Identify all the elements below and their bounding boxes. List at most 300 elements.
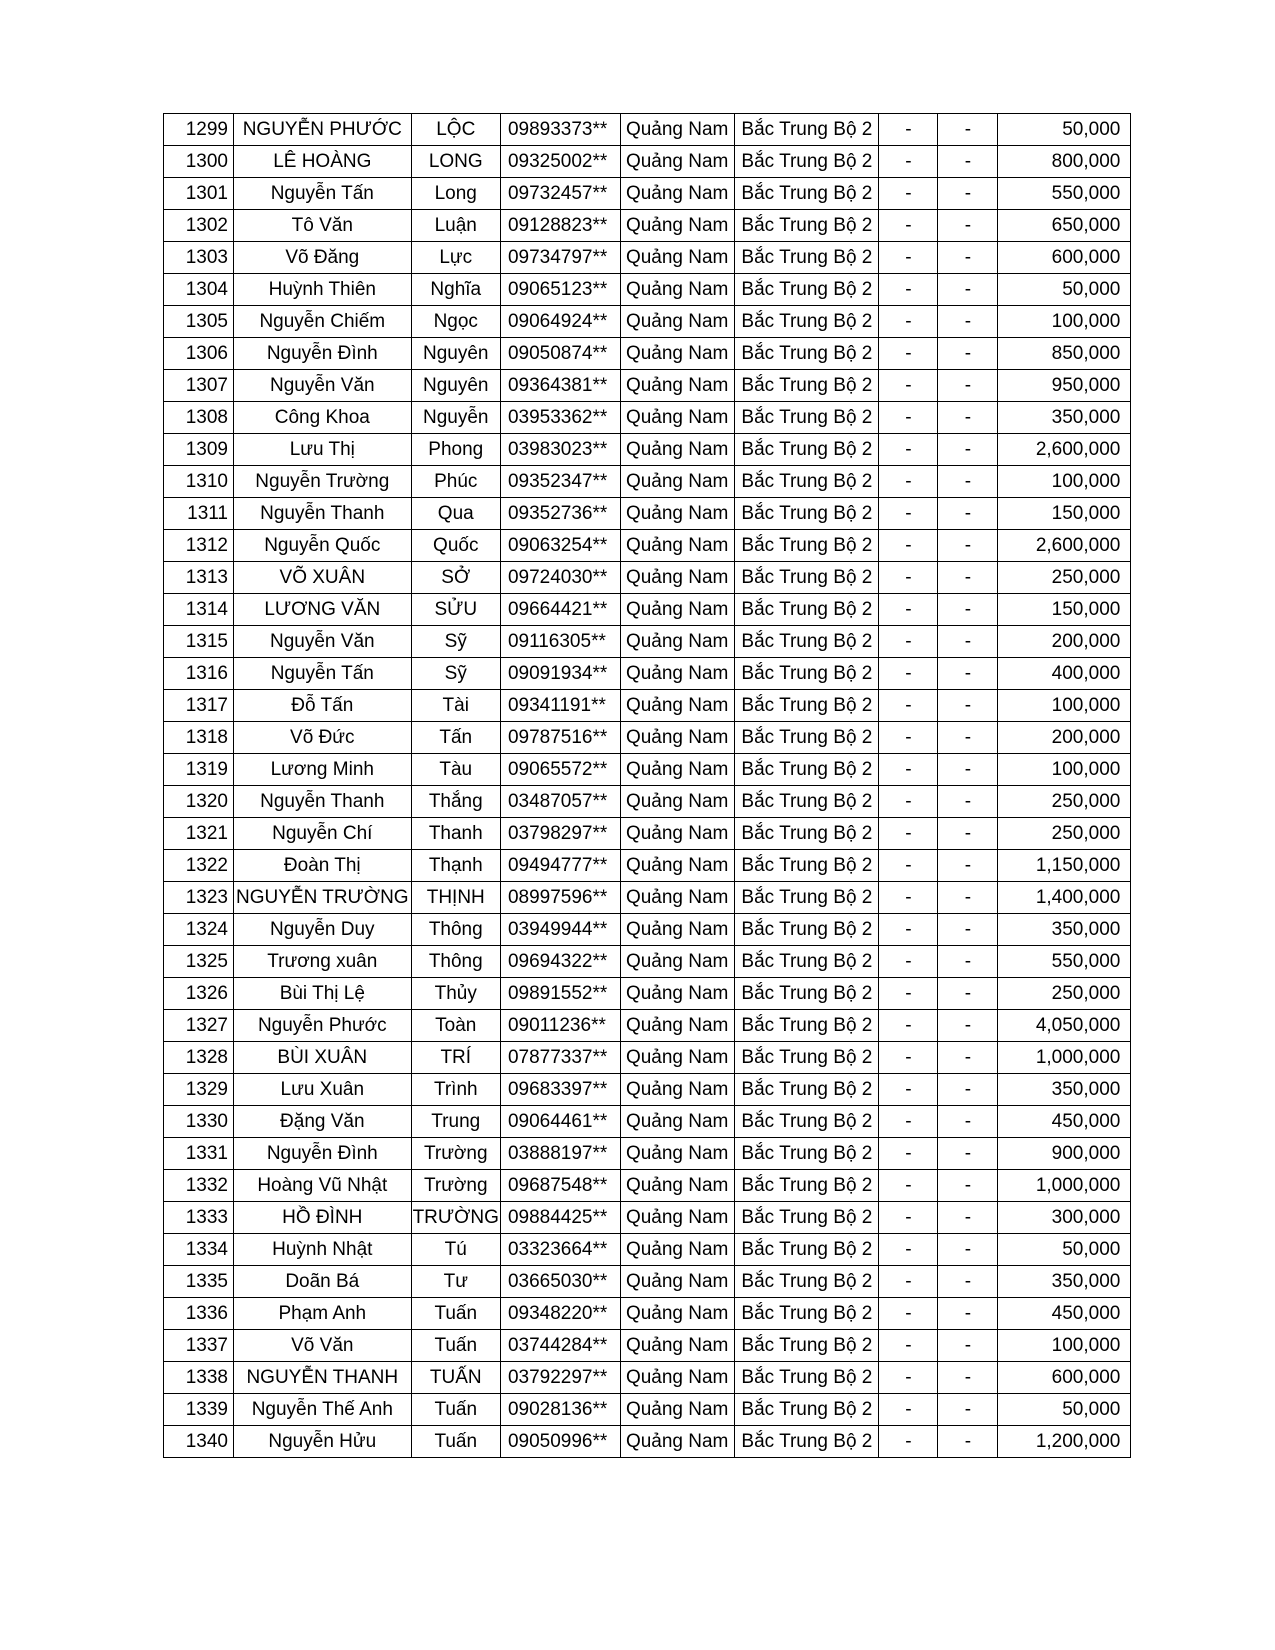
empty-cell-1: -: [879, 562, 938, 594]
empty-cell-1: -: [879, 1010, 938, 1042]
amount-cell: 100,000: [998, 1330, 1131, 1362]
table-row: [164, 1074, 1131, 1106]
given-name-cell: Trình: [411, 1074, 500, 1106]
row-number-cell: 1336: [164, 1298, 234, 1330]
given-name-cell: Thạnh: [411, 850, 500, 882]
empty-cell-2: -: [938, 370, 998, 402]
row-number-cell: 1340: [164, 1426, 234, 1458]
row-number-cell: 1324: [164, 914, 234, 946]
empty-cell-2: -: [938, 1010, 998, 1042]
row-number-cell: 1304: [164, 274, 234, 306]
row-number-cell: 1316: [164, 658, 234, 690]
region-cell: Bắc Trung Bộ 2: [735, 626, 879, 658]
family-name-cell: Nguyễn Trường: [234, 466, 412, 498]
given-name-cell: Luận: [411, 210, 500, 242]
empty-cell-1: -: [879, 498, 938, 530]
empty-cell-1: -: [879, 274, 938, 306]
empty-cell-1: -: [879, 1170, 938, 1202]
donation-table: [163, 113, 1131, 1458]
family-name-cell: Nguyễn Đình: [234, 338, 412, 370]
region-cell: Bắc Trung Bộ 2: [735, 1074, 879, 1106]
amount-cell: 850,000: [998, 338, 1131, 370]
amount-cell: 1,200,000: [998, 1426, 1131, 1458]
table-row: [164, 370, 1131, 402]
family-name-cell: Nguyễn Duy: [234, 914, 412, 946]
amount-cell: 2,600,000: [998, 530, 1131, 562]
phone-cell: 09116305**: [500, 626, 620, 658]
empty-cell-2: -: [938, 1202, 998, 1234]
family-name-cell: Lưu Xuân: [234, 1074, 412, 1106]
family-name-cell: Nguyễn Quốc: [234, 530, 412, 562]
given-name-cell: LỘC: [411, 114, 500, 146]
empty-cell-1: -: [879, 1426, 938, 1458]
empty-cell-2: -: [938, 722, 998, 754]
given-name-cell: LONG: [411, 146, 500, 178]
row-number-cell: 1307: [164, 370, 234, 402]
province-cell: Quảng Nam: [620, 1394, 734, 1426]
table-row: [164, 402, 1131, 434]
phone-cell: 09011236**: [500, 1010, 620, 1042]
phone-cell: 09028136**: [500, 1394, 620, 1426]
region-cell: Bắc Trung Bộ 2: [735, 882, 879, 914]
amount-cell: 1,150,000: [998, 850, 1131, 882]
region-cell: Bắc Trung Bộ 2: [735, 210, 879, 242]
region-cell: Bắc Trung Bộ 2: [735, 1234, 879, 1266]
row-number-cell: 1314: [164, 594, 234, 626]
region-cell: Bắc Trung Bộ 2: [735, 1362, 879, 1394]
family-name-cell: Lưu Thị: [234, 434, 412, 466]
province-cell: Quảng Nam: [620, 1202, 734, 1234]
empty-cell-1: -: [879, 370, 938, 402]
given-name-cell: Quốc: [411, 530, 500, 562]
empty-cell-1: -: [879, 1138, 938, 1170]
province-cell: Quảng Nam: [620, 1042, 734, 1074]
given-name-cell: Sỹ: [411, 626, 500, 658]
row-number-cell: 1317: [164, 690, 234, 722]
empty-cell-1: -: [879, 946, 938, 978]
empty-cell-2: -: [938, 786, 998, 818]
empty-cell-1: -: [879, 242, 938, 274]
family-name-cell: NGUYỄN THANH: [234, 1362, 412, 1394]
province-cell: Quảng Nam: [620, 978, 734, 1010]
row-number-cell: 1339: [164, 1394, 234, 1426]
table-row: [164, 658, 1131, 690]
table-row: [164, 1202, 1131, 1234]
amount-cell: 50,000: [998, 274, 1131, 306]
table-row: [164, 946, 1131, 978]
table-row: [164, 1010, 1131, 1042]
phone-cell: 09694322**: [500, 946, 620, 978]
amount-cell: 800,000: [998, 146, 1131, 178]
amount-cell: 200,000: [998, 626, 1131, 658]
family-name-cell: Võ Văn: [234, 1330, 412, 1362]
province-cell: Quảng Nam: [620, 242, 734, 274]
table-row: [164, 274, 1131, 306]
region-cell: Bắc Trung Bộ 2: [735, 1042, 879, 1074]
amount-cell: 1,000,000: [998, 1042, 1131, 1074]
phone-cell: 09732457**: [500, 178, 620, 210]
row-number-cell: 1327: [164, 1010, 234, 1042]
row-number-cell: 1322: [164, 850, 234, 882]
empty-cell-2: -: [938, 1042, 998, 1074]
family-name-cell: Phạm Anh: [234, 1298, 412, 1330]
given-name-cell: Lực: [411, 242, 500, 274]
amount-cell: 150,000: [998, 498, 1131, 530]
given-name-cell: TRÍ: [411, 1042, 500, 1074]
empty-cell-1: -: [879, 1394, 938, 1426]
family-name-cell: NGUYỄN PHƯỚC: [234, 114, 412, 146]
province-cell: Quảng Nam: [620, 754, 734, 786]
row-number-cell: 1337: [164, 1330, 234, 1362]
table-row: [164, 1298, 1131, 1330]
given-name-cell: Tuấn: [411, 1394, 500, 1426]
family-name-cell: Nguyễn Chiếm: [234, 306, 412, 338]
region-cell: Bắc Trung Bộ 2: [735, 562, 879, 594]
empty-cell-2: -: [938, 338, 998, 370]
table-row: [164, 882, 1131, 914]
row-number-cell: 1326: [164, 978, 234, 1010]
region-cell: Bắc Trung Bộ 2: [735, 1106, 879, 1138]
amount-cell: 50,000: [998, 1234, 1131, 1266]
family-name-cell: Đoàn Thị: [234, 850, 412, 882]
family-name-cell: Nguyễn Thế Anh: [234, 1394, 412, 1426]
empty-cell-1: -: [879, 1330, 938, 1362]
row-number-cell: 1323: [164, 882, 234, 914]
amount-cell: 4,050,000: [998, 1010, 1131, 1042]
given-name-cell: Trường: [411, 1138, 500, 1170]
region-cell: Bắc Trung Bộ 2: [735, 754, 879, 786]
phone-cell: 07877337**: [500, 1042, 620, 1074]
phone-cell: 09091934**: [500, 658, 620, 690]
region-cell: Bắc Trung Bộ 2: [735, 690, 879, 722]
given-name-cell: Long: [411, 178, 500, 210]
row-number-cell: 1338: [164, 1362, 234, 1394]
row-number-cell: 1313: [164, 562, 234, 594]
row-number-cell: 1312: [164, 530, 234, 562]
table-row: [164, 1426, 1131, 1458]
given-name-cell: Thắng: [411, 786, 500, 818]
row-number-cell: 1319: [164, 754, 234, 786]
table-row: [164, 626, 1131, 658]
family-name-cell: VÕ XUÂN: [234, 562, 412, 594]
phone-cell: 03487057**: [500, 786, 620, 818]
family-name-cell: Nguyễn Đình: [234, 1138, 412, 1170]
given-name-cell: Nguyên: [411, 370, 500, 402]
empty-cell-1: -: [879, 786, 938, 818]
given-name-cell: Tú: [411, 1234, 500, 1266]
province-cell: Quảng Nam: [620, 1298, 734, 1330]
amount-cell: 250,000: [998, 562, 1131, 594]
region-cell: Bắc Trung Bộ 2: [735, 338, 879, 370]
given-name-cell: SỬU: [411, 594, 500, 626]
province-cell: Quảng Nam: [620, 658, 734, 690]
phone-cell: 03744284**: [500, 1330, 620, 1362]
given-name-cell: TUẤN: [411, 1362, 500, 1394]
empty-cell-2: -: [938, 626, 998, 658]
empty-cell-2: -: [938, 242, 998, 274]
province-cell: Quảng Nam: [620, 370, 734, 402]
table-row: [164, 1362, 1131, 1394]
phone-cell: 09891552**: [500, 978, 620, 1010]
phone-cell: 09050874**: [500, 338, 620, 370]
empty-cell-1: -: [879, 338, 938, 370]
given-name-cell: Trường: [411, 1170, 500, 1202]
row-number-cell: 1335: [164, 1266, 234, 1298]
table-row: [164, 1330, 1131, 1362]
region-cell: Bắc Trung Bộ 2: [735, 1330, 879, 1362]
empty-cell-1: -: [879, 690, 938, 722]
empty-cell-2: -: [938, 306, 998, 338]
region-cell: Bắc Trung Bộ 2: [735, 1426, 879, 1458]
region-cell: Bắc Trung Bộ 2: [735, 722, 879, 754]
row-number-cell: 1325: [164, 946, 234, 978]
empty-cell-1: -: [879, 914, 938, 946]
empty-cell-2: -: [938, 1138, 998, 1170]
empty-cell-1: -: [879, 530, 938, 562]
given-name-cell: Tư: [411, 1266, 500, 1298]
region-cell: Bắc Trung Bộ 2: [735, 1266, 879, 1298]
amount-cell: 1,400,000: [998, 882, 1131, 914]
table-row: [164, 594, 1131, 626]
table-row: [164, 242, 1131, 274]
table-row: [164, 146, 1131, 178]
phone-cell: 09724030**: [500, 562, 620, 594]
empty-cell-1: -: [879, 1266, 938, 1298]
empty-cell-1: -: [879, 1074, 938, 1106]
empty-cell-2: -: [938, 210, 998, 242]
row-number-cell: 1300: [164, 146, 234, 178]
region-cell: Bắc Trung Bộ 2: [735, 114, 879, 146]
phone-cell: 03953362**: [500, 402, 620, 434]
empty-cell-2: -: [938, 882, 998, 914]
family-name-cell: Hoàng Vũ Nhật: [234, 1170, 412, 1202]
family-name-cell: NGUYỄN TRƯỜNG: [234, 882, 412, 914]
region-cell: Bắc Trung Bộ 2: [735, 306, 879, 338]
empty-cell-2: -: [938, 1298, 998, 1330]
given-name-cell: TRƯỜNG: [411, 1202, 500, 1234]
phone-cell: 09325002**: [500, 146, 620, 178]
family-name-cell: Huỳnh Thiên: [234, 274, 412, 306]
empty-cell-2: -: [938, 1234, 998, 1266]
amount-cell: 450,000: [998, 1298, 1131, 1330]
table-row: [164, 722, 1131, 754]
province-cell: Quảng Nam: [620, 882, 734, 914]
row-number-cell: 1318: [164, 722, 234, 754]
given-name-cell: Nguyên: [411, 338, 500, 370]
province-cell: Quảng Nam: [620, 434, 734, 466]
phone-cell: 09352736**: [500, 498, 620, 530]
province-cell: Quảng Nam: [620, 114, 734, 146]
region-cell: Bắc Trung Bộ 2: [735, 946, 879, 978]
phone-cell: 09064461**: [500, 1106, 620, 1138]
family-name-cell: Nguyễn Tấn: [234, 178, 412, 210]
table-row: [164, 178, 1131, 210]
given-name-cell: Tuấn: [411, 1330, 500, 1362]
given-name-cell: Tuấn: [411, 1298, 500, 1330]
region-cell: Bắc Trung Bộ 2: [735, 242, 879, 274]
row-number-cell: 1306: [164, 338, 234, 370]
phone-cell: 09734797**: [500, 242, 620, 274]
phone-cell: 09494777**: [500, 850, 620, 882]
province-cell: Quảng Nam: [620, 210, 734, 242]
amount-cell: 100,000: [998, 690, 1131, 722]
amount-cell: 1,000,000: [998, 1170, 1131, 1202]
amount-cell: 450,000: [998, 1106, 1131, 1138]
region-cell: Bắc Trung Bộ 2: [735, 818, 879, 850]
amount-cell: 100,000: [998, 306, 1131, 338]
row-number-cell: 1305: [164, 306, 234, 338]
region-cell: Bắc Trung Bộ 2: [735, 178, 879, 210]
empty-cell-2: -: [938, 818, 998, 850]
empty-cell-2: -: [938, 914, 998, 946]
family-name-cell: Doãn Bá: [234, 1266, 412, 1298]
family-name-cell: Trương xuân: [234, 946, 412, 978]
table-row: [164, 562, 1131, 594]
empty-cell-2: -: [938, 178, 998, 210]
family-name-cell: LÊ HOÀNG: [234, 146, 412, 178]
amount-cell: 250,000: [998, 818, 1131, 850]
given-name-cell: Toàn: [411, 1010, 500, 1042]
province-cell: Quảng Nam: [620, 722, 734, 754]
row-number-cell: 1320: [164, 786, 234, 818]
empty-cell-2: -: [938, 946, 998, 978]
empty-cell-1: -: [879, 402, 938, 434]
row-number-cell: 1334: [164, 1234, 234, 1266]
amount-cell: 900,000: [998, 1138, 1131, 1170]
amount-cell: 350,000: [998, 1074, 1131, 1106]
row-number-cell: 1332: [164, 1170, 234, 1202]
empty-cell-2: -: [938, 594, 998, 626]
row-number-cell: 1310: [164, 466, 234, 498]
family-name-cell: Nguyễn Tấn: [234, 658, 412, 690]
province-cell: Quảng Nam: [620, 1138, 734, 1170]
table-row: [164, 530, 1131, 562]
region-cell: Bắc Trung Bộ 2: [735, 658, 879, 690]
empty-cell-1: -: [879, 1298, 938, 1330]
row-number-cell: 1303: [164, 242, 234, 274]
empty-cell-1: -: [879, 1362, 938, 1394]
empty-cell-1: -: [879, 434, 938, 466]
amount-cell: 250,000: [998, 786, 1131, 818]
empty-cell-2: -: [938, 434, 998, 466]
region-cell: Bắc Trung Bộ 2: [735, 434, 879, 466]
empty-cell-1: -: [879, 178, 938, 210]
empty-cell-2: -: [938, 690, 998, 722]
empty-cell-2: -: [938, 1074, 998, 1106]
given-name-cell: Phúc: [411, 466, 500, 498]
phone-cell: 09065123**: [500, 274, 620, 306]
family-name-cell: Công Khoa: [234, 402, 412, 434]
empty-cell-2: -: [938, 1394, 998, 1426]
province-cell: Quảng Nam: [620, 1362, 734, 1394]
province-cell: Quảng Nam: [620, 466, 734, 498]
amount-cell: 350,000: [998, 914, 1131, 946]
province-cell: Quảng Nam: [620, 850, 734, 882]
table-row: [164, 306, 1131, 338]
province-cell: Quảng Nam: [620, 818, 734, 850]
province-cell: Quảng Nam: [620, 1106, 734, 1138]
given-name-cell: Tài: [411, 690, 500, 722]
given-name-cell: Tấn: [411, 722, 500, 754]
family-name-cell: Võ Đăng: [234, 242, 412, 274]
row-number-cell: 1328: [164, 1042, 234, 1074]
empty-cell-1: -: [879, 1234, 938, 1266]
region-cell: Bắc Trung Bộ 2: [735, 498, 879, 530]
phone-cell: 03983023**: [500, 434, 620, 466]
empty-cell-1: -: [879, 146, 938, 178]
province-cell: Quảng Nam: [620, 1426, 734, 1458]
row-number-cell: 1301: [164, 178, 234, 210]
province-cell: Quảng Nam: [620, 1234, 734, 1266]
empty-cell-1: -: [879, 1106, 938, 1138]
region-cell: Bắc Trung Bộ 2: [735, 786, 879, 818]
phone-cell: 03949944**: [500, 914, 620, 946]
region-cell: Bắc Trung Bộ 2: [735, 1170, 879, 1202]
given-name-cell: Tuấn: [411, 1426, 500, 1458]
phone-cell: 09884425**: [500, 1202, 620, 1234]
phone-cell: 09064924**: [500, 306, 620, 338]
family-name-cell: Võ Đức: [234, 722, 412, 754]
amount-cell: 100,000: [998, 466, 1131, 498]
region-cell: Bắc Trung Bộ 2: [735, 530, 879, 562]
province-cell: Quảng Nam: [620, 178, 734, 210]
empty-cell-2: -: [938, 146, 998, 178]
amount-cell: 400,000: [998, 658, 1131, 690]
phone-cell: 09664421**: [500, 594, 620, 626]
province-cell: Quảng Nam: [620, 1074, 734, 1106]
table-row: [164, 1394, 1131, 1426]
region-cell: Bắc Trung Bộ 2: [735, 274, 879, 306]
amount-cell: 150,000: [998, 594, 1131, 626]
phone-cell: 09063254**: [500, 530, 620, 562]
phone-cell: 03888197**: [500, 1138, 620, 1170]
row-number-cell: 1315: [164, 626, 234, 658]
phone-cell: 03665030**: [500, 1266, 620, 1298]
region-cell: Bắc Trung Bộ 2: [735, 370, 879, 402]
given-name-cell: SỞ: [411, 562, 500, 594]
empty-cell-1: -: [879, 306, 938, 338]
empty-cell-2: -: [938, 114, 998, 146]
empty-cell-1: -: [879, 594, 938, 626]
given-name-cell: Trung: [411, 1106, 500, 1138]
row-number-cell: 1309: [164, 434, 234, 466]
family-name-cell: Nguyễn Chí: [234, 818, 412, 850]
family-name-cell: Huỳnh Nhật: [234, 1234, 412, 1266]
empty-cell-1: -: [879, 1202, 938, 1234]
amount-cell: 50,000: [998, 114, 1131, 146]
phone-cell: 09687548**: [500, 1170, 620, 1202]
empty-cell-2: -: [938, 850, 998, 882]
province-cell: Quảng Nam: [620, 498, 734, 530]
province-cell: Quảng Nam: [620, 1266, 734, 1298]
empty-cell-2: -: [938, 1106, 998, 1138]
province-cell: Quảng Nam: [620, 786, 734, 818]
province-cell: Quảng Nam: [620, 274, 734, 306]
given-name-cell: Nguyễn: [411, 402, 500, 434]
phone-cell: 03792297**: [500, 1362, 620, 1394]
amount-cell: 600,000: [998, 1362, 1131, 1394]
amount-cell: 550,000: [998, 178, 1131, 210]
region-cell: Bắc Trung Bộ 2: [735, 1138, 879, 1170]
province-cell: Quảng Nam: [620, 1330, 734, 1362]
region-cell: Bắc Trung Bộ 2: [735, 466, 879, 498]
given-name-cell: Thông: [411, 914, 500, 946]
table-row: [164, 1170, 1131, 1202]
province-cell: Quảng Nam: [620, 626, 734, 658]
province-cell: Quảng Nam: [620, 338, 734, 370]
province-cell: Quảng Nam: [620, 562, 734, 594]
given-name-cell: THỊNH: [411, 882, 500, 914]
